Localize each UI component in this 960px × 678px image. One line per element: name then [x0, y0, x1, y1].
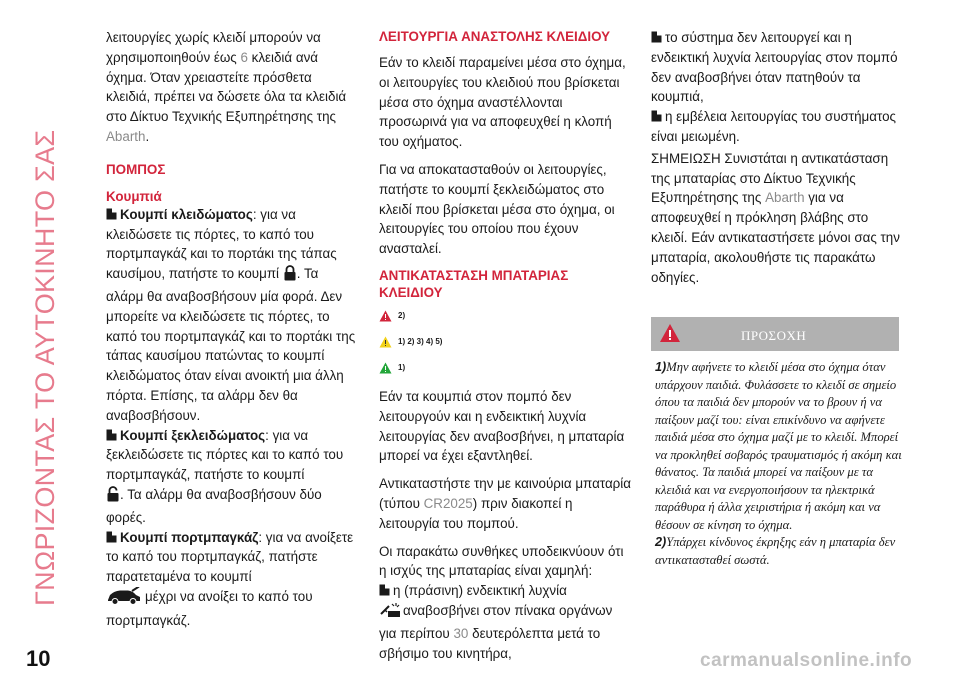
column-1: [106, 28, 356, 631]
heading-battery-replacement: ΑΝΤΙΚΑΤΑΣΤΑΣΗ ΜΠΑΤΑΡΙΑΣ ΚΛΕΙΔΙΟΥ: [379, 267, 569, 300]
page-number: 10: [26, 646, 51, 671]
battery-paragraph-2: Αντικαταστήστε την με καινούρια μπαταρία (τύπου CR2025) πριν διακοπεί η λειτουργία του πομπού.: [379, 476, 632, 531]
column-2: [379, 28, 631, 663]
battery-low-bullet-2: το σύστημα δεν λειτουργεί και η ενδεικτική λυχνία λειτουργίας στον πομπό δεν αναβοσβήνει όταν πατηθούν τα κουμπιά,: [651, 30, 898, 105]
checkbox-bullet-icon: [106, 529, 117, 541]
warning-ref-line-2: 1) 2) 3) 4) 5): [379, 329, 631, 355]
note-paragraph: ΣΗΜΕΙΩΣΗ Συνιστάται η αντικατάσταση της μπαταρίας στο Δίκτυο Τεχνικής Εξυπηρέτησης της Abarth για να αποφευχθεί η πρόκληση βλάβης στο κλειδί. Εάν αντικαταστήσετε μόνοι σας την μπαταρία, ακολουθήστε τις παρακάτω οδηγίες.: [651, 150, 900, 285]
heading-pombos: ΠΟΜΠΟΣ: [106, 161, 166, 177]
warning-ref-line-3: 1): [379, 355, 631, 381]
column-3: [651, 28, 903, 569]
watermark: carmanualsonline.info: [700, 650, 913, 671]
warning-triangle-green-icon: [379, 362, 392, 374]
trunk-button-item: Κουμπί πορτμπαγκάζ: για να ανοίξετε το καπό του πορτμπαγκάζ, πατήστε παρατεταμένα το κουμπί μέχρι να ανοίξει το καπό του πορτμπαγκάζ.: [106, 529, 354, 628]
checkbox-bullet-icon: [106, 206, 117, 218]
key-indicator-icon: [379, 602, 401, 624]
caution-item-1: 1)Μην αφήνετε το κλειδί μέσα στο όχημα όταν υπάρχουν παιδιά. Φυλάσσετε το κλειδί σε σημείο όπου τα παιδιά δεν μπορούν να το βρουν ή να παίξουν μαζί του: είναι επικίνδυνο να αφήνετε παιδιά μέσα στο όχημα μαζί με το κλειδί. Μπορεί να προκληθεί σοβαρός τραυματισμός ή ακόμη και θάνατος. Τα παιδιά μπορεί να παίξουν με τα κλειδιά και να ενεργοποιήσουν τα ηλεκτρικά παράθυρα ή άλλα χειριστήρια ή ακόμη και να θέσουν σε κίνηση το όχημα.: [655, 360, 902, 532]
battery-low-bullet-3: η εμβέλεια λειτουργίας του συστήματος είναι μειωμένη.: [651, 109, 896, 144]
lock-icon: [283, 265, 297, 287]
heading-key-suspension: ΛΕΙΤΟΥΡΓΙΑ ΑΝΑΣΤΟΛΗΣ ΚΛΕΙΔΙΟΥ: [379, 29, 611, 44]
warning-triangle-red-icon: [379, 310, 392, 322]
operation-paragraph-1: Εάν το κλειδί παραμείνει μέσα στο όχημα, οι λειτουργίες του κλειδιού που βρίσκεται μέσα στο όχημα αναστέλλονται προσωρινά για να αποφευχθεί η κλοπή του οχήματος.: [379, 55, 626, 150]
heading-koumpia: Κουμπιά: [106, 188, 162, 204]
caution-label: ΠΡΟΣΟΧΗ: [741, 328, 807, 344]
battery-low-bullet-1: η (πράσινη) ενδεικτική λυχνία αναβοσβήνει στον πίνακα οργάνων για περίπου 30 δευτερόλεπτα μετά το σβήσιμο του κινητήρα,: [379, 583, 613, 661]
battery-paragraph-3: Οι παρακάτω συνθήκες υποδεικνύουν ότι η ισχύς της μπαταρίας είναι χαμηλή:: [379, 543, 624, 579]
intro-paragraph: λειτουργίες χωρίς κλειδί μπορούν να χρησιμοποιηθούν έως 6 κλειδιά ανά όχημα. Όταν χρειαστείτε πρόσθετα κλειδιά, πρέπει να δώσετε όλα τα κλειδιά στο Δίκτυο Τεχνικής Εξυπηρέτησης της Abarth.: [106, 30, 347, 144]
caution-item-2: 2)Υπάρχει κίνδυνος έκρηξης εάν η μπαταρία δεν αντικατασταθεί σωστά.: [655, 535, 896, 567]
warning-ref-line-1: 2): [379, 303, 631, 329]
unlock-icon: [106, 486, 120, 508]
side-chapter-title-text: ΓΝΩΡΙΖΟΝΤΑΣ ΤΟ ΑΥΤΟΚΙΝΗΤΟ ΣΑΣ: [30, 129, 60, 606]
lock-button-item: Κουμπί κλειδώματος: για να κλειδώσετε τις πόρτες, το καπό του πορτμπαγκάζ και το πορτάκι της τάπας καυσίμου, πατήστε το κουμπί . Τα αλάρμ θα αναβοσβήσουν μία φορά. Δεν μπορείτε να κλειδώσετε τις πόρτες, το καπό του πορτμπαγκάζ και το πορτάκι της τάπας καυσίμου πατώντας το κουμπί κλειδώματος όταν είναι ανοικτή μια άλλη πόρτα. Επίσης, τα αλάρμ δεν θα αναβοσβήσουν.: [106, 206, 356, 423]
warning-triangle-yellow-icon: [379, 336, 392, 348]
unlock-button-item: Κουμπί ξεκλειδώματος: για να ξεκλειδώσετε τις πόρτες και το καπό του πορτμπαγκάζ, πατήστε το κουμπί . Τα αλάρμ θα αναβοσβήσουν δύο φορές.: [106, 427, 344, 525]
side-chapter-title: [14, 10, 74, 610]
checkbox-bullet-icon: [379, 582, 390, 594]
caution-warning-icon: [659, 323, 681, 349]
battery-paragraph-1: Εάν τα κουμπιά στον πομπό δεν λειτουργούν και η ενδεικτική λυχνία λειτουργίας δεν αναβοσβήνει, η μπαταρία μπορεί να έχει εξαντληθεί.: [379, 388, 625, 464]
caution-text: [651, 359, 903, 569]
operation-paragraph-2: Για να αποκατασταθούν οι λειτουργίες, πατήστε το κουμπί ξεκλειδώματος στο κλειδί που βρίσκεται μέσα στο όχημα, οι λειτουργίες του οποίου που έχουν ανασταλεί.: [379, 161, 615, 257]
caution-header: [651, 317, 899, 351]
checkbox-bullet-icon: [651, 29, 662, 41]
checkbox-bullet-icon: [651, 108, 662, 120]
checkbox-bullet-icon: [106, 427, 117, 439]
car-trunk-icon: [106, 587, 142, 611]
